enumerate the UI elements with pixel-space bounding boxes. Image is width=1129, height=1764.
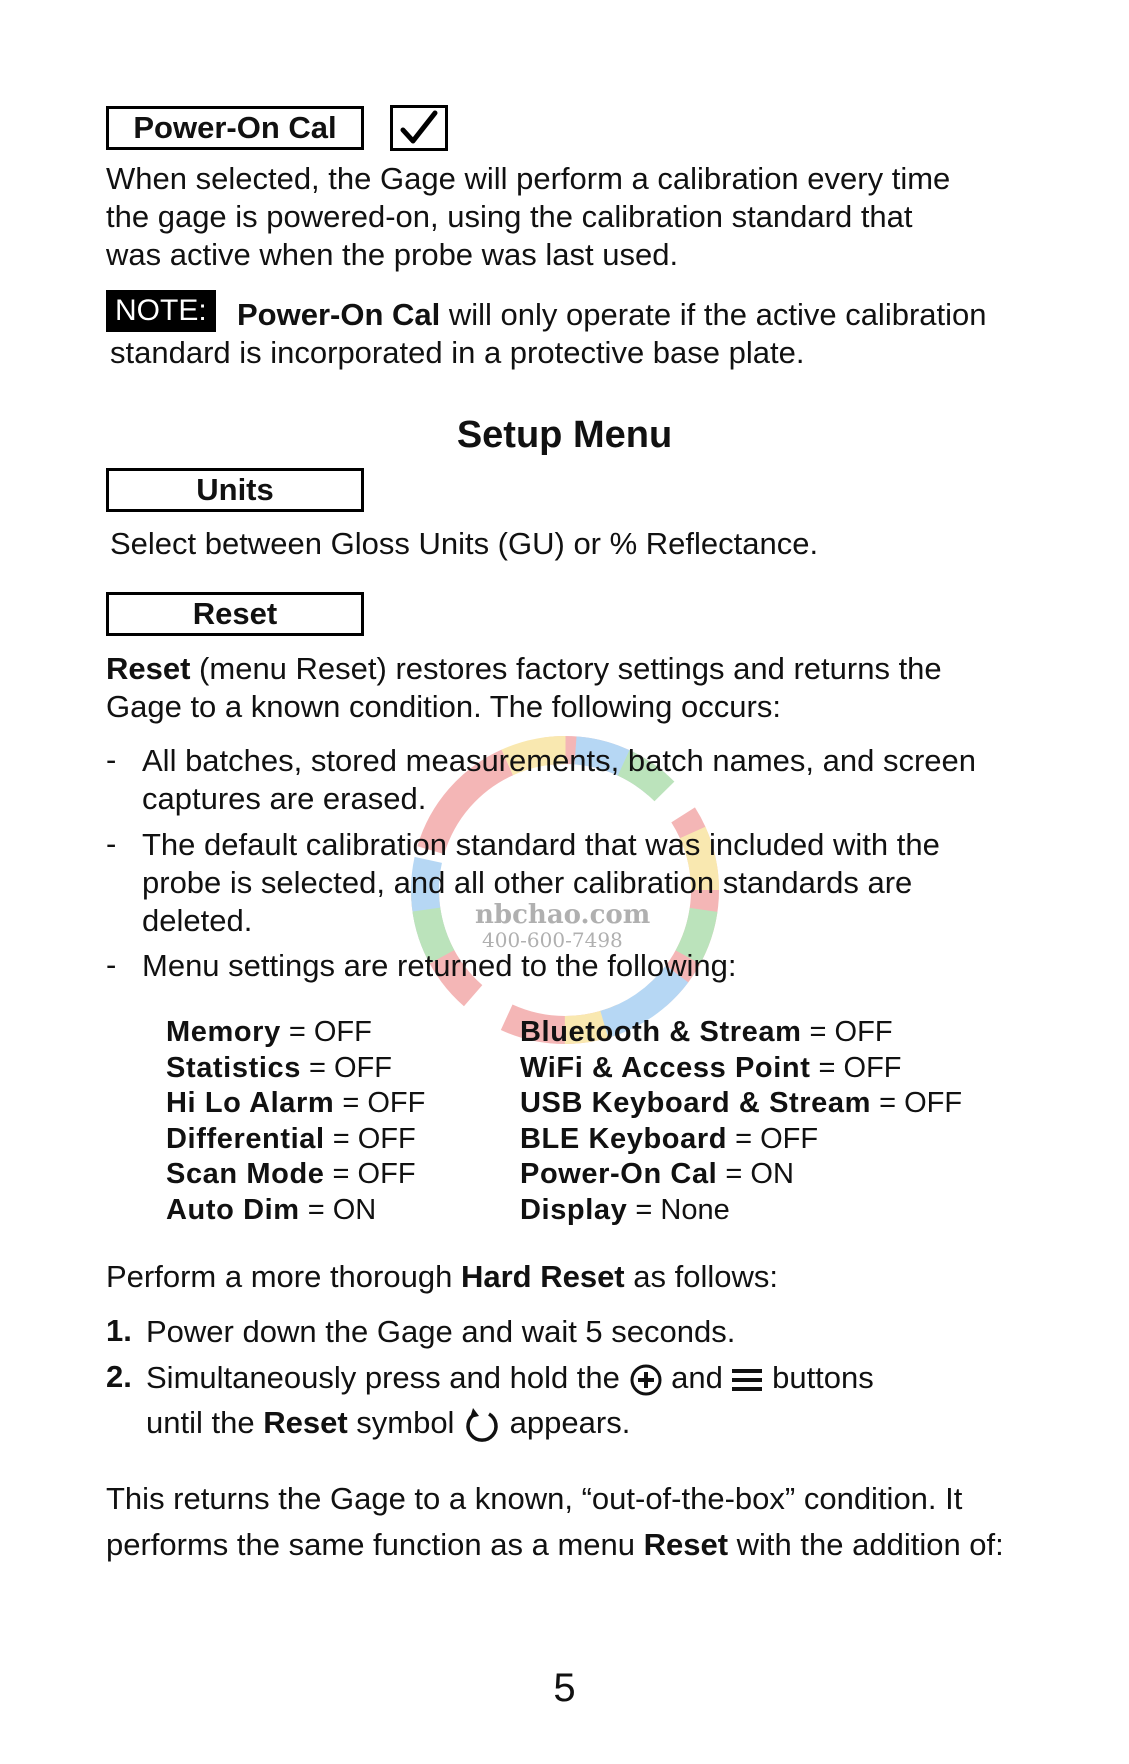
setting-row: Bluetooth & Stream = OFF: [520, 1016, 893, 1048]
page-title: Setup Menu: [456, 414, 673, 456]
setting-row: Scan Mode = OFF: [166, 1158, 416, 1190]
setting-row: Hi Lo Alarm = OFF: [166, 1087, 426, 1119]
setting-row: Memory = OFF: [166, 1016, 372, 1048]
settings-right-column: [520, 1015, 962, 1228]
reset-icon: [463, 1405, 501, 1445]
step-text: Simultaneously press and hold the and buttons: [146, 1360, 874, 1395]
menu-icon: [731, 1366, 763, 1394]
list-item: The default calibration standard that was included with the probe is selected, and all other calibration standards are deleted.: [142, 827, 940, 938]
note-text: Power-On Cal will only operate if the active calibration: [237, 297, 987, 332]
power-on-cal-checkbox[interactable]: [390, 105, 448, 151]
watermark-phone: 400-600-7498: [482, 928, 623, 952]
hard-reset-intro: Perform a more thorough Hard Reset as follows:: [106, 1259, 778, 1294]
setting-row: Auto Dim = ON: [166, 1193, 377, 1226]
setting-row: Display = None: [520, 1193, 730, 1226]
watermark-site: nbchao.com: [475, 900, 651, 930]
step-number: 1.: [106, 1313, 132, 1348]
step-text-line2: until the Reset symbol appears.: [146, 1404, 630, 1445]
units-label: Units: [106, 468, 364, 512]
power-on-cal-description: When selected, the Gage will perform a calibration every time the gage is powered-on, using the calibration standard that was active when the probe was last used.: [106, 161, 951, 272]
setting-row: WiFi & Access Point = OFF: [520, 1051, 902, 1084]
setting-row: BLE Keyboard = OFF: [520, 1122, 819, 1155]
note-text-line2: standard is incorporated in a protective base plate.: [110, 335, 805, 370]
settings-left-column: [166, 1015, 425, 1228]
closing-paragraph: This returns the Gage to a known, “out-of-the-box” condition. It performs the same function as a menu Reset with the addition of:: [106, 1481, 1004, 1562]
setting-row: USB Keyboard & Stream = OFF: [520, 1087, 963, 1119]
checkmark-icon: [393, 108, 445, 148]
note-tag: NOTE:: [106, 290, 216, 332]
bullet-dash: -: [106, 742, 117, 777]
setting-row: Statistics = OFF: [166, 1051, 392, 1084]
power-on-cal-label: Power-On Cal: [106, 106, 364, 150]
units-description: Select between Gloss Units (GU) or % Reflectance.: [110, 526, 819, 561]
setting-row: Power-On Cal = ON: [520, 1158, 794, 1190]
reset-label: Reset: [106, 592, 364, 636]
step-text: Power down the Gage and wait 5 seconds.: [146, 1314, 736, 1349]
list-item: Menu settings are returned to the following:: [142, 948, 737, 983]
page-number: 5: [553, 1666, 576, 1710]
step-number: 2.: [106, 1359, 132, 1394]
bullet-dash: -: [106, 947, 117, 982]
list-item: All batches, stored measurements, batch names, and screen captures are erased.: [142, 743, 976, 816]
setting-row: Differential = OFF: [166, 1122, 416, 1155]
bullet-dash: -: [106, 826, 117, 861]
plus-circle-icon: [629, 1363, 663, 1397]
reset-description: Reset (menu Reset) restores factory settings and returns the Gage to a known condition. The following occurs:: [106, 651, 942, 724]
